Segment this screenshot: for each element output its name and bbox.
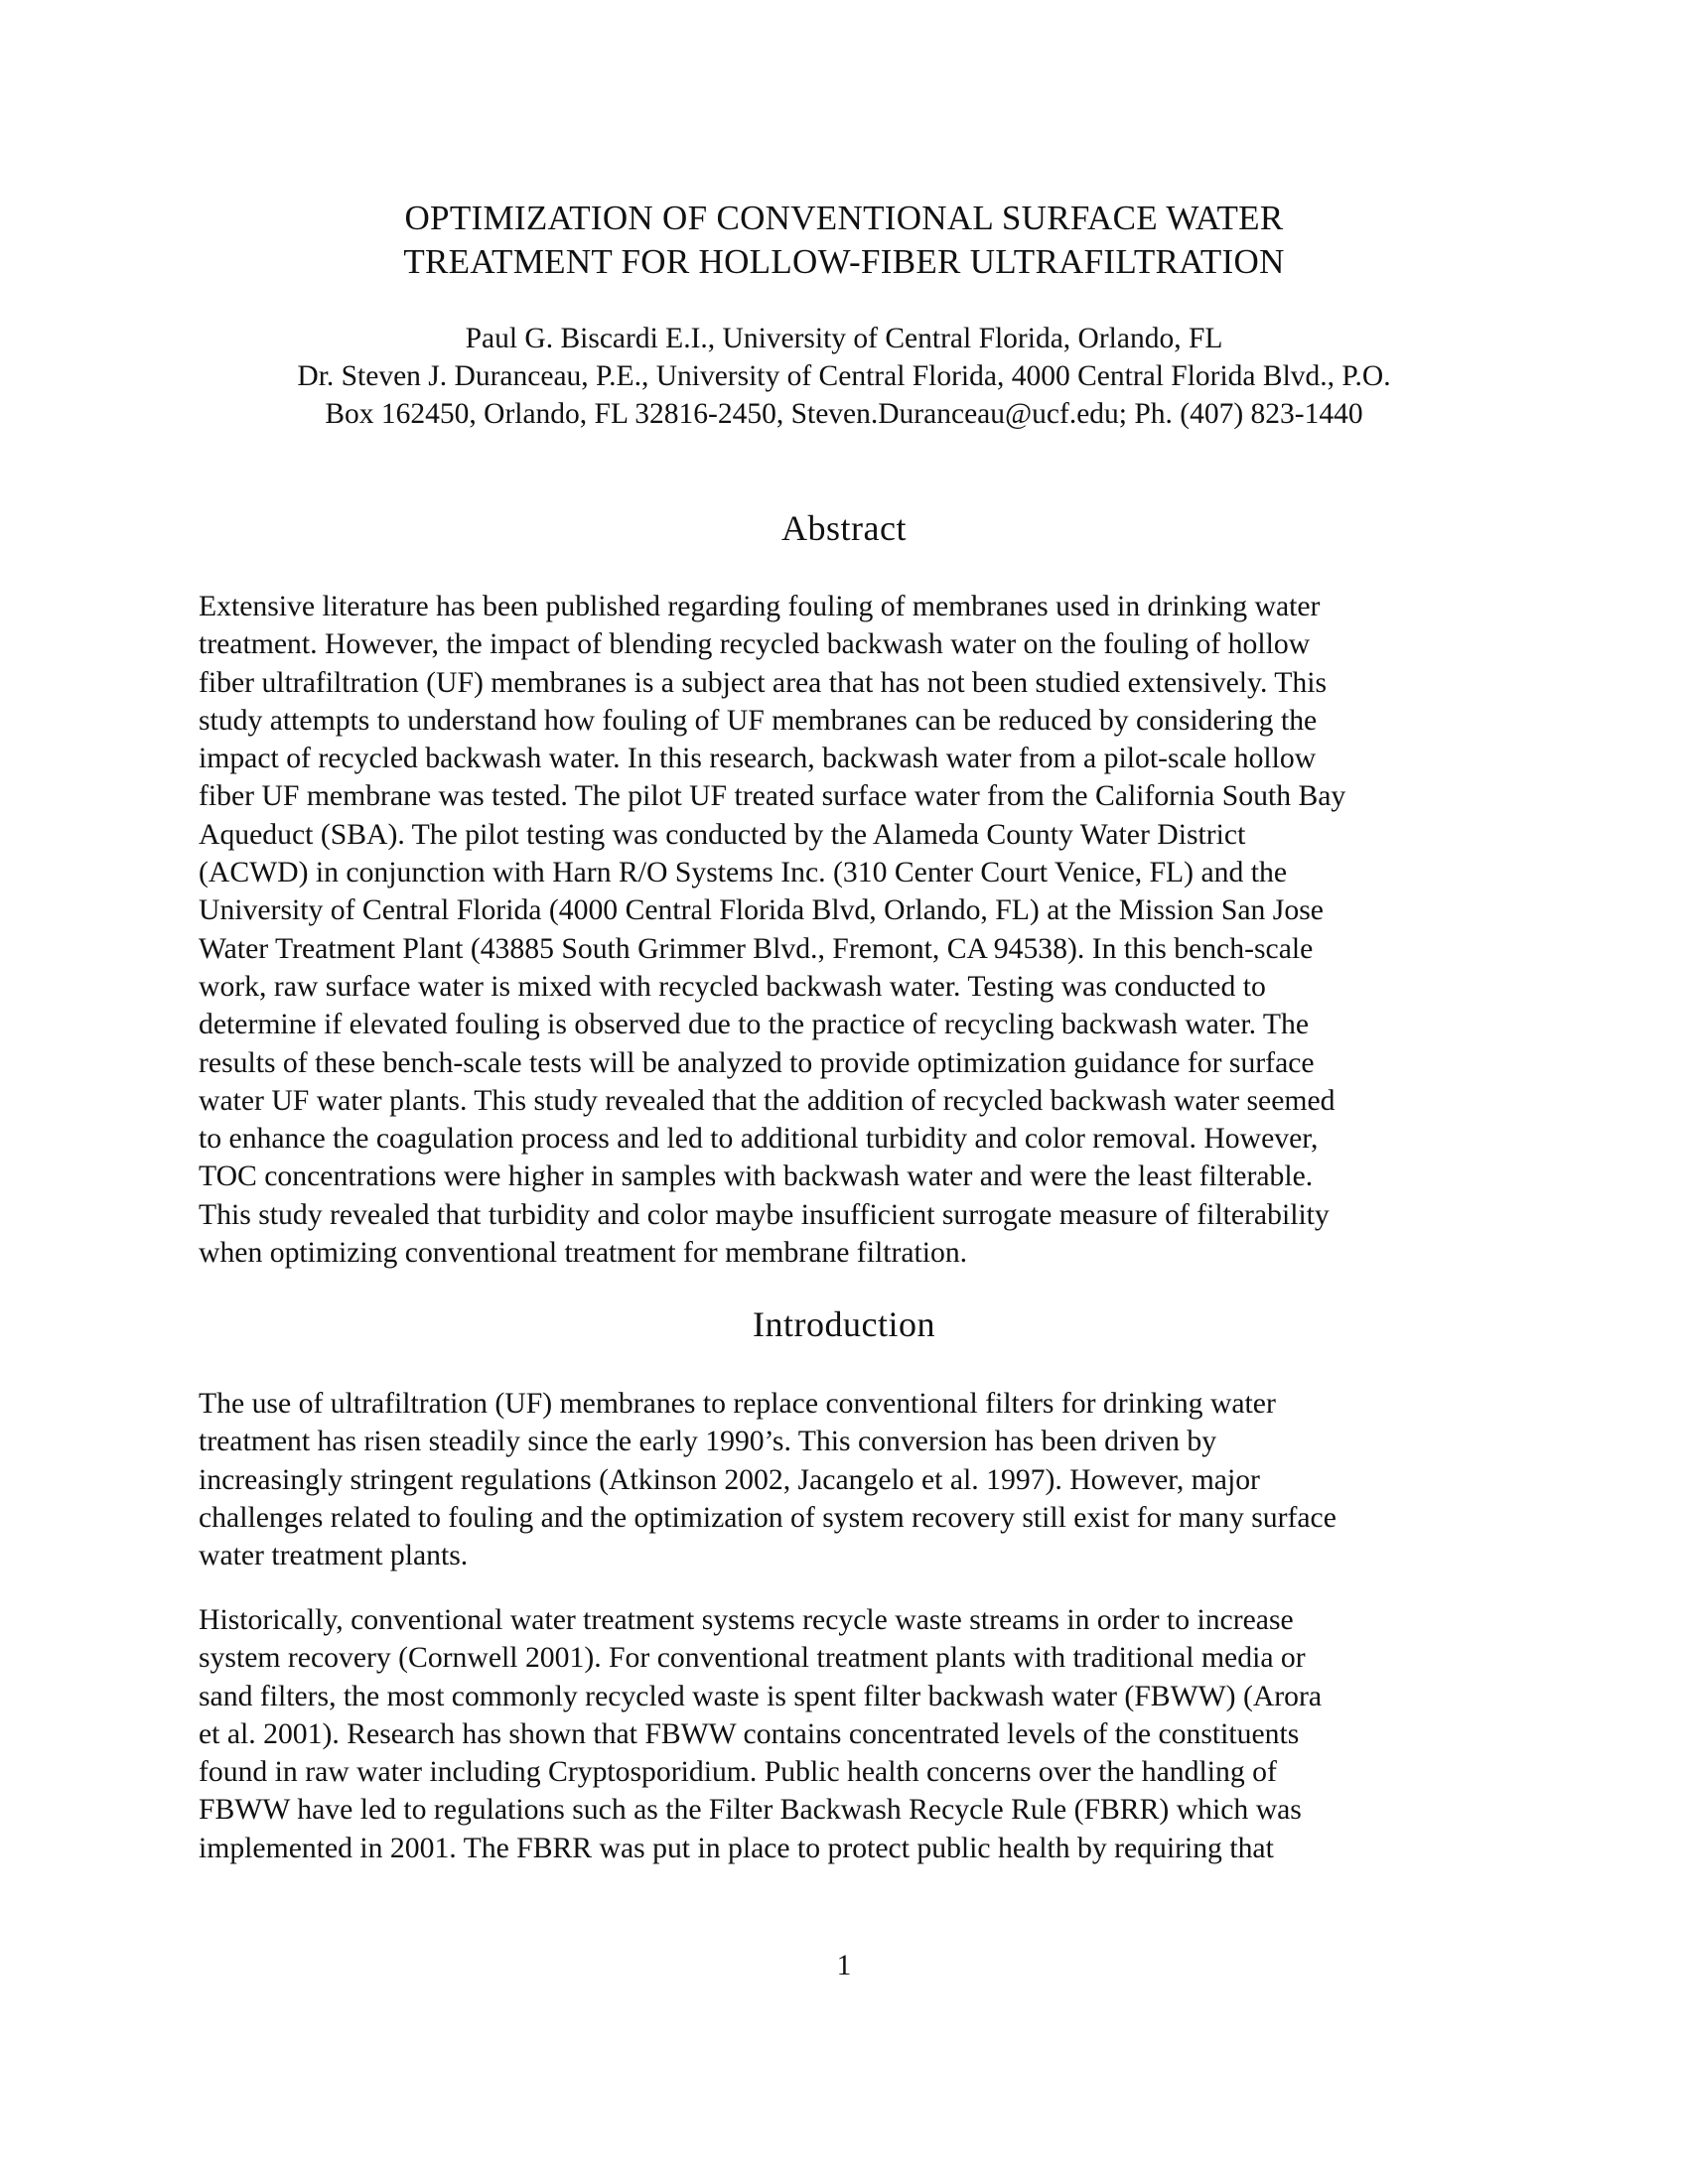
- abstract-line: determine if elevated fouling is observed due to the practice of recycling backwash water. The: [199, 1009, 1310, 1041]
- author-line-1: Paul G. Biscardi E.I., University of Central Florida, Orlando, FL: [465, 323, 1223, 354]
- intro-line: found in raw water including Cryptosporidium. Public health concerns over the handling of: [199, 1756, 1277, 1789]
- author-block: [0, 320, 1688, 433]
- abstract-line: Water Treatment Plant (43885 South Grimmer Blvd., Fremont, CA 94538). In this bench-scale: [199, 932, 1314, 965]
- title-line-2: TREATMENT FOR HOLLOW-FIBER ULTRAFILTRATION: [403, 242, 1285, 281]
- abstract-line: when optimizing conventional treatment for membrane filtration.: [199, 1237, 968, 1270]
- abstract-line: impact of recycled backwash water. In this research, backwash water from a pilot-scale hollow: [199, 743, 1317, 775]
- title-line-1: OPTIMIZATION OF CONVENTIONAL SURFACE WATER: [404, 199, 1284, 237]
- abstract-line: Extensive literature has been published regarding fouling of membranes used in drinking water: [199, 591, 1321, 622]
- introduction-heading: Introduction: [753, 1304, 935, 1344]
- intro-line: The use of ultrafiltration (UF) membranes to replace conventional filters for drinking water: [199, 1388, 1276, 1420]
- intro-line: treatment has risen steadily since the early 1990’s. This conversion has been driven by: [199, 1426, 1217, 1458]
- abstract-line: This study revealed that turbidity and color maybe insufficient surrogate measure of filterability: [199, 1198, 1330, 1231]
- abstract-line: fiber ultrafiltration (UF) membranes is a subject area that has not been studied extensively. This: [199, 666, 1328, 699]
- abstract-line: results of these bench-scale tests will be analyzed to provide optimization guidance for surface: [199, 1046, 1315, 1079]
- author-line-3: Box 162450, Orlando, FL 32816-2450, Steven.Duranceau@ucf.edu; Ph. (407) 823-1440: [325, 398, 1363, 430]
- paper-title: [0, 197, 1688, 284]
- intro-line: implemented in 2001. The FBRR was put in place to protect public health by requiring that: [199, 1832, 1274, 1864]
- abstract-line: Aqueduct (SBA). The pilot testing was conducted by the Alameda County Water District: [199, 818, 1246, 851]
- intro-line: FBWW have led to regulations such as the Filter Backwash Recycle Rule (FBRR) which was: [199, 1794, 1302, 1827]
- intro-line: sand filters, the most commonly recycled waste is spent filter backwash water (FBWW) (Arora: [199, 1680, 1323, 1712]
- abstract-line: study attempts to understand how fouling of UF membranes can be reduced by considering the: [199, 704, 1318, 737]
- page-number: 1: [836, 1950, 852, 1981]
- intro-line: et al. 2001). Research has shown that FBWW contains concentrated levels of the constituents: [199, 1717, 1300, 1750]
- introduction-paragraph-2: [199, 1601, 1499, 1867]
- abstract-line: treatment. However, the impact of blending recycled backwash water on the fouling of hollow: [199, 628, 1311, 661]
- abstract-line: (ACWD) in conjunction with Harn R/O Systems Inc. (310 Center Court Venice, FL) and the: [199, 857, 1288, 889]
- abstract-line: water UF water plants. This study revealed that the addition of recycled backwash water seemed: [199, 1084, 1336, 1117]
- abstract-line: work, raw surface water is mixed with recycled backwash water. Testing was conducted to: [199, 970, 1266, 1003]
- abstract-line: University of Central Florida (4000 Central Florida Blvd, Orlando, FL) at the Mission San Jose: [199, 894, 1324, 927]
- intro-line: increasingly stringent regulations (Atkinson 2002, Jacangelo et al. 1997). However, major: [199, 1463, 1260, 1496]
- abstract-line: fiber UF membrane was tested. The pilot UF treated surface water from the California South Bay: [199, 780, 1346, 813]
- intro-line: Historically, conventional water treatment systems recycle waste streams in order to increase: [199, 1604, 1294, 1636]
- intro-line: water treatment plants.: [199, 1540, 469, 1572]
- intro-line: challenges related to fouling and the optimization of system recovery still exist for many surface: [199, 1501, 1336, 1534]
- abstract-heading: Abstract: [781, 508, 907, 548]
- introduction-paragraph-1: [199, 1385, 1499, 1574]
- intro-line: system recovery (Cornwell 2001). For conventional treatment plants with traditional media or: [199, 1642, 1306, 1675]
- author-line-2: Dr. Steven J. Duranceau, P.E., University of Central Florida, 4000 Central Florida Blvd., P.O.: [297, 360, 1391, 392]
- abstract-body: [199, 588, 1499, 1272]
- abstract-line: to enhance the coagulation process and led to additional turbidity and color removal. However,: [199, 1123, 1319, 1156]
- abstract-line: TOC concentrations were higher in samples with backwash water and were the least filterable.: [199, 1160, 1314, 1193]
